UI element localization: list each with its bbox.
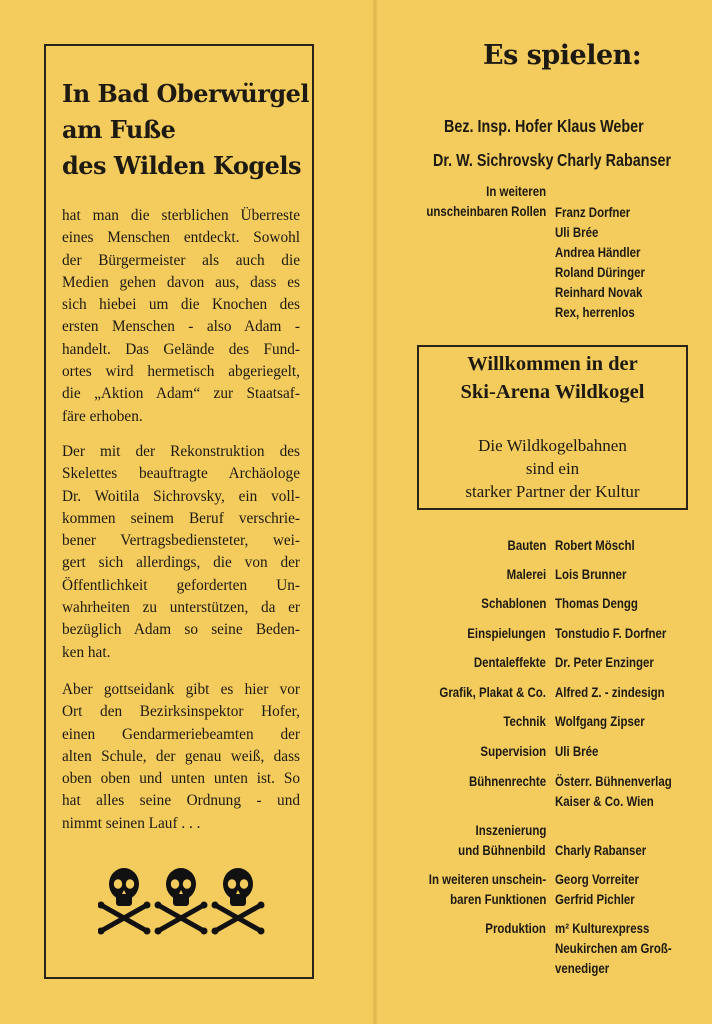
text-line: hat alles seine Ordnung - und <box>62 792 300 810</box>
cast-actor: Charly Rabanser <box>557 150 672 170</box>
text-line: hat man die sterblichen Überreste <box>62 207 300 224</box>
crew-value: Lois Brunner <box>555 566 627 582</box>
crew-value: m² Kulturexpress <box>555 920 650 936</box>
text-line: sich hiebei um die Knochen des <box>62 296 300 314</box>
story-paragraph-2 <box>62 441 300 664</box>
text-line: oben oben und unten unten ist. So <box>62 770 300 788</box>
sponsor-text-line: starker Partner der Kultur <box>465 482 640 501</box>
cast-role: Bez. Insp. Hofer <box>444 116 553 136</box>
story-title-line: des Wilden Kogels <box>62 151 302 180</box>
crew-label: baren Funktionen <box>449 891 546 907</box>
crew-value: Dr. Peter Enzinger <box>555 654 654 670</box>
text-line: färe erhoben. <box>62 407 143 425</box>
text-line: bezüglich Adam so seine Beden- <box>62 621 300 639</box>
cast-other-actor: Uli Brée <box>555 224 599 240</box>
story-title <box>62 76 312 184</box>
text-line: gert sich allerdings, die von der <box>62 554 300 572</box>
cast-other-actor: Rex, herrenlos <box>555 304 635 320</box>
sponsor-title-line: Willkommen in der <box>467 353 638 375</box>
crew-value: Uli Brée <box>555 743 599 759</box>
crew-value: Tonstudio F. Dorfner <box>555 625 667 641</box>
sponsor-text-line: Die Wildkogelbahnen <box>478 436 627 455</box>
crew-value: Kaiser & Co. Wien <box>555 793 654 809</box>
crew-label: Produktion <box>485 920 546 936</box>
cast-actor: Klaus Weber <box>557 116 644 136</box>
crew-label: Bauten <box>507 537 546 553</box>
crew-value: Charly Rabanser <box>555 842 647 858</box>
crew-label: Inszenierung <box>475 822 546 838</box>
skull-crossbones-icon <box>155 868 208 935</box>
story-paragraph-3 <box>62 679 300 835</box>
text-line: ortes wird hermetisch abgeriegelt, <box>62 363 300 381</box>
crew-value: Wolfgang Zipser <box>555 713 645 729</box>
cast-other-actor: Roland Düringer <box>555 264 645 280</box>
cast-role: Dr. W. Sichrovsky <box>433 150 554 170</box>
story-title-line: am Fuße <box>62 115 176 144</box>
crew-value: Neukirchen am Groß- <box>555 940 672 956</box>
crew-label: Dentaleffekte <box>473 654 546 670</box>
crew-label: In weiteren unschein- <box>428 871 546 887</box>
text-line: Medien gehen davon aus, dass es <box>62 273 300 291</box>
text-line: Öffentlichkeit geforderten Un- <box>62 576 300 594</box>
crew-label: Malerei <box>506 566 546 582</box>
sponsor-title <box>417 350 688 406</box>
text-line: die „Aktion Adam“ zur Staatsaf- <box>62 385 300 403</box>
crew-value: Thomas Dengg <box>555 595 638 611</box>
text-line: handelt. Das Gelände des Fund- <box>62 340 300 358</box>
cast-other-actor: Reinhard Novak <box>555 284 643 300</box>
crew-value: venediger <box>555 960 610 976</box>
cast-other-actor: Andrea Händler <box>555 244 641 260</box>
skulls-decoration <box>98 865 268 935</box>
cast-others-label: unscheinbaren Rollen <box>426 203 546 219</box>
text-line: ersten Menschen - also Adam - <box>62 318 300 336</box>
sponsor-title-line: Ski-Arena Wildkogel <box>460 381 645 403</box>
text-line: Aber gottseidank gibt es hier vor <box>62 681 300 698</box>
page-fold <box>372 0 378 1024</box>
crew-label: Einspielungen <box>467 625 546 641</box>
cast-title: Es spielen: <box>483 40 642 71</box>
text-line: einen Gendarmeriebeamten der <box>62 725 300 743</box>
crew-label: Schablonen <box>480 595 546 611</box>
text-line: bener Vertragsbediensteter, wei- <box>62 532 300 550</box>
sponsor-text-line: sind ein <box>525 459 580 478</box>
text-line: der Bürgermeister als auch die <box>62 251 300 269</box>
sponsor-text <box>417 434 688 503</box>
crew-value: Robert Möschl <box>555 537 635 553</box>
text-line: eines Menschen entdeckt. Sowohl <box>62 229 300 247</box>
crew-label: und Bühnenbild <box>458 842 546 858</box>
crew-value: Georg Vorreiter <box>555 871 639 887</box>
skull-crossbones-icon <box>212 868 265 935</box>
crew-label: Technik <box>503 713 546 729</box>
skull-crossbones-icon <box>98 868 151 935</box>
text-line: Ort den Bezirksinspektor Hofer, <box>62 703 300 721</box>
crew-label: Grafik, Plakat & Co. <box>439 684 546 700</box>
text-line: Der mit der Rekonstruktion des <box>62 443 300 460</box>
story-paragraph-1 <box>62 205 300 428</box>
text-line: ken hat. <box>62 643 111 661</box>
text-line: nimmt seinen Lauf . . . <box>62 814 201 832</box>
text-line: wahrheiten zu unterstützen, da er <box>62 599 300 617</box>
text-line: Skelettes beauftragte Archäologe <box>62 465 300 483</box>
crew-label: Bühnenrechte <box>468 773 546 789</box>
text-line: Dr. Woitila Sichrovsky, ein voll- <box>62 487 300 505</box>
crew-value: Österr. Bühnenverlag <box>555 773 672 789</box>
cast-other-actor: Franz Dorfner <box>555 204 631 220</box>
crew-value: Alfred Z. - zindesign <box>555 684 665 700</box>
text-line: kommen seinem Beruf verschrie- <box>62 509 300 527</box>
crew-label: Supervision <box>480 743 546 759</box>
cast-others-label: In weiteren <box>486 183 546 199</box>
crew-value: Gerfrid Pichler <box>555 891 635 907</box>
text-line: alten Schule, der genau weiß, dass <box>62 747 300 765</box>
story-title-line: In Bad Oberwürgel <box>62 79 310 108</box>
